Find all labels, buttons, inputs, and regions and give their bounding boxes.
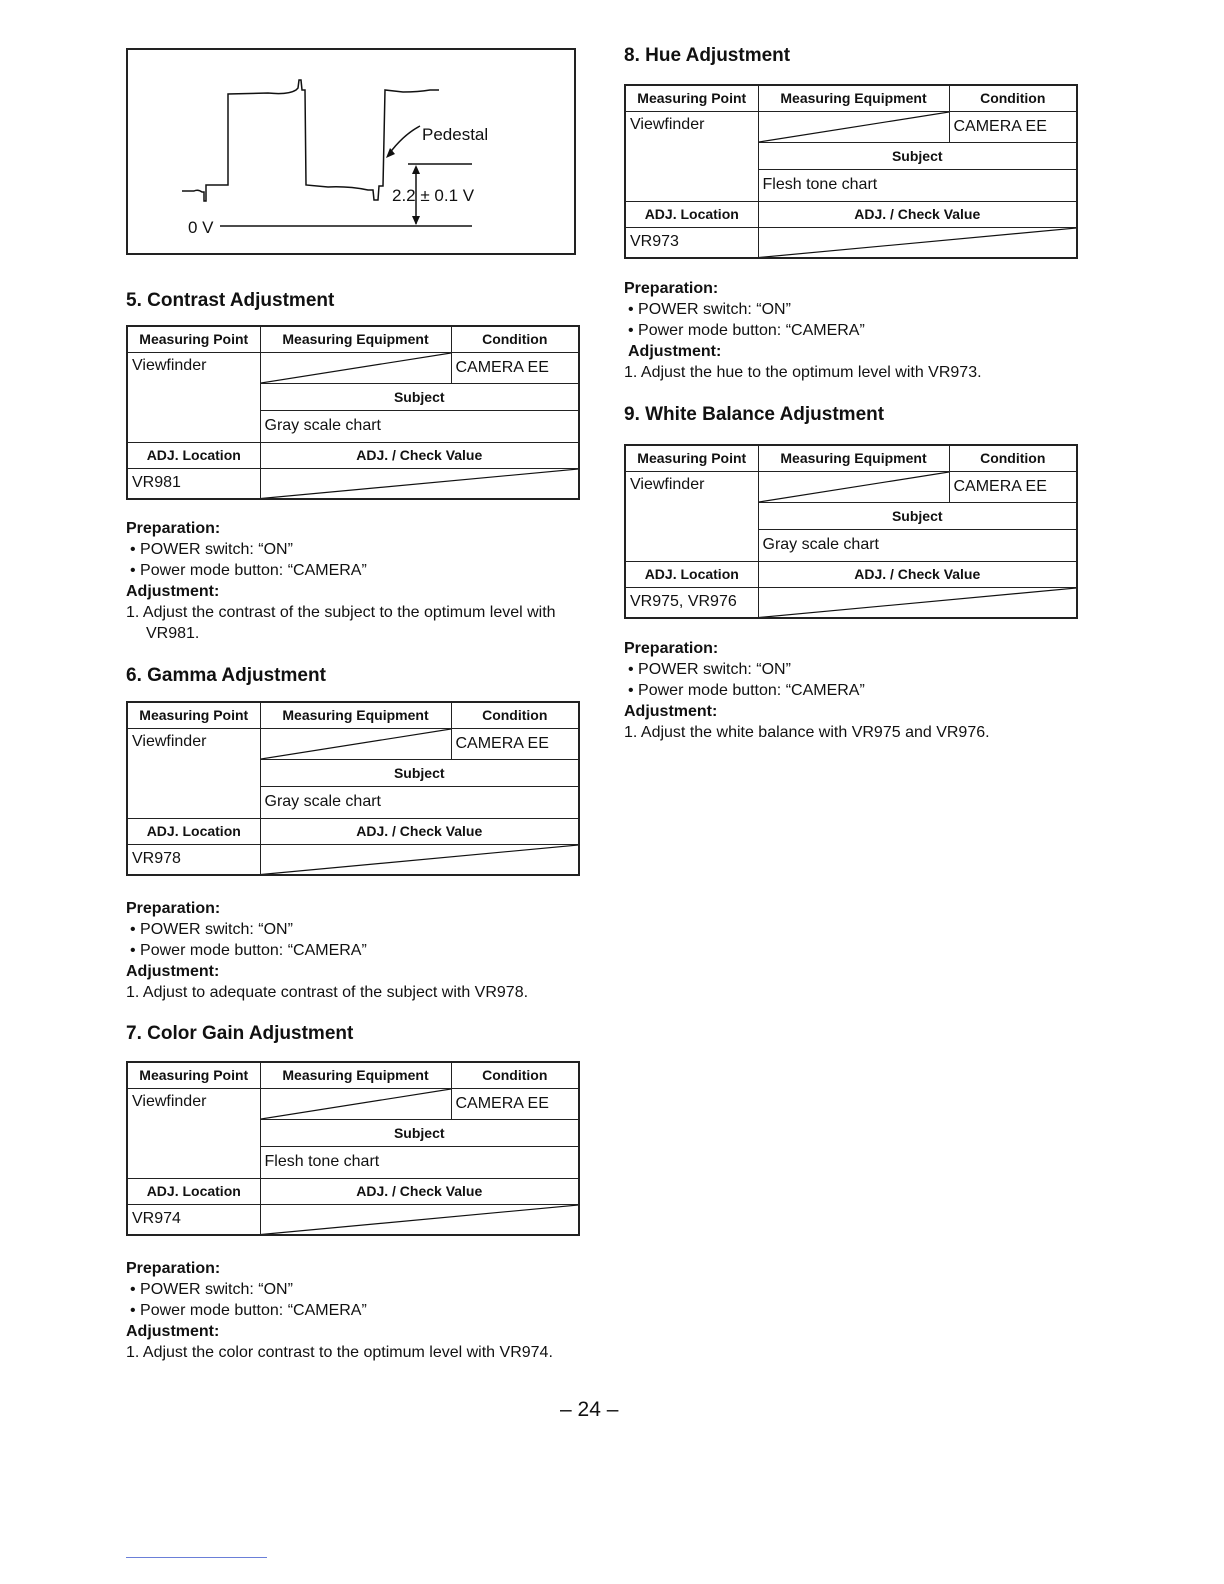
- header-adj-check-value: ADJ. / Check Value: [758, 561, 1077, 587]
- section-title-gamma: 6. Gamma Adjustment: [126, 665, 326, 686]
- section-title-color-gain: 7. Color Gain Adjustment: [126, 1023, 354, 1044]
- header-condition: Condition: [451, 326, 579, 352]
- check-value-na-cell: [758, 587, 1077, 618]
- adj-location-value: VR973: [625, 227, 758, 258]
- header-measuring-point: Measuring Point: [625, 445, 758, 471]
- header-subject: Subject: [758, 142, 1077, 169]
- check-value-na-cell: [260, 844, 579, 875]
- header-condition: Condition: [949, 85, 1077, 111]
- subject-value: Flesh tone chart: [260, 1146, 579, 1178]
- header-measuring-point: Measuring Point: [127, 326, 260, 352]
- header-measuring-equipment: Measuring Equipment: [758, 85, 949, 111]
- adjustment-label: Adjustment:: [126, 963, 220, 980]
- prep-item: • POWER switch: “ON”: [130, 1281, 293, 1298]
- header-adj-location: ADJ. Location: [127, 818, 260, 844]
- section-title-hue: 8. Hue Adjustment: [624, 45, 791, 66]
- adj-location-value: VR975, VR976: [625, 587, 758, 618]
- page-number: – 24 –: [560, 1398, 619, 1421]
- adj-location-value: VR974: [127, 1204, 260, 1235]
- waveform-diagram: [126, 48, 576, 255]
- header-adj-location: ADJ. Location: [625, 201, 758, 227]
- header-condition: Condition: [949, 445, 1077, 471]
- subject-value: Gray scale chart: [758, 529, 1077, 561]
- header-adj-location: ADJ. Location: [625, 561, 758, 587]
- adjustment-label: Adjustment:: [624, 703, 718, 720]
- hue-adjustment-table: [624, 84, 1078, 259]
- hue-instructions: [624, 278, 1076, 383]
- prep-item: • Power mode button: “CAMERA”: [628, 682, 865, 699]
- section-title-white-balance: 9. White Balance Adjustment: [624, 404, 885, 425]
- header-subject: Subject: [260, 1119, 579, 1146]
- header-measuring-equipment: Measuring Equipment: [260, 326, 451, 352]
- contrast-adjustment-table: [126, 325, 580, 500]
- check-value-na-cell: [260, 468, 579, 499]
- adjustment-label: Adjustment:: [628, 343, 722, 360]
- header-adj-check-value: ADJ. / Check Value: [260, 818, 579, 844]
- equipment-na-cell: [260, 352, 451, 383]
- prep-item: • POWER switch: “ON”: [628, 661, 791, 678]
- preparation-label: Preparation:: [126, 520, 221, 537]
- section-title-contrast: 5. Contrast Adjustment: [126, 290, 335, 311]
- condition-value: CAMERA EE: [451, 728, 579, 759]
- measuring-point-value: Viewfinder: [625, 111, 758, 201]
- preparation-label: Preparation:: [624, 280, 719, 297]
- equipment-na-cell: [758, 111, 949, 142]
- prep-item: • Power mode button: “CAMERA”: [130, 942, 367, 959]
- preparation-label: Preparation:: [126, 1260, 221, 1277]
- footer-rule: [126, 1557, 267, 1558]
- header-subject: Subject: [260, 383, 579, 410]
- pedestal-label: Pedestal: [422, 125, 489, 144]
- prep-item: • POWER switch: “ON”: [628, 301, 791, 318]
- condition-value: CAMERA EE: [949, 471, 1077, 502]
- prep-item: • Power mode button: “CAMERA”: [130, 562, 367, 579]
- measuring-point-value: Viewfinder: [127, 728, 260, 818]
- adjustment-label: Adjustment:: [126, 1323, 220, 1340]
- adjustment-label: Adjustment:: [126, 583, 220, 600]
- gamma-instructions: [126, 898, 578, 1003]
- equipment-na-cell: [260, 1088, 451, 1119]
- header-adj-check-value: ADJ. / Check Value: [758, 201, 1077, 227]
- header-measuring-equipment: Measuring Equipment: [758, 445, 949, 471]
- color-gain-adjustment-table: [126, 1061, 580, 1236]
- preparation-label: Preparation:: [624, 640, 719, 657]
- adjustment-step: 1. Adjust the white balance with VR975 and VR976.: [624, 724, 990, 741]
- adjustment-step: 1. Adjust the contrast of the subject to the optimum level with VR981.: [126, 604, 556, 642]
- gamma-adjustment-table: [126, 701, 580, 876]
- header-measuring-point: Measuring Point: [625, 85, 758, 111]
- header-measuring-point: Measuring Point: [127, 1062, 260, 1088]
- prep-item: • POWER switch: “ON”: [130, 921, 293, 938]
- header-measuring-equipment: Measuring Equipment: [260, 1062, 451, 1088]
- header-measuring-equipment: Measuring Equipment: [260, 702, 451, 728]
- measuring-point-value: Viewfinder: [127, 352, 260, 442]
- adjustment-step: 1. Adjust the color contrast to the optimum level with VR974.: [126, 1344, 553, 1361]
- subject-value: Gray scale chart: [260, 786, 579, 818]
- zero-volt-label: 0 V: [188, 218, 214, 237]
- header-subject: Subject: [260, 759, 579, 786]
- prep-item: • POWER switch: “ON”: [130, 541, 293, 558]
- header-adj-location: ADJ. Location: [127, 442, 260, 468]
- equipment-na-cell: [758, 471, 949, 502]
- adjustment-step: 1. Adjust the hue to the optimum level with VR973.: [624, 364, 982, 381]
- prep-item: • Power mode button: “CAMERA”: [130, 1302, 367, 1319]
- adjustment-step: 1. Adjust to adequate contrast of the subject with VR978.: [126, 984, 529, 1001]
- header-adj-check-value: ADJ. / Check Value: [260, 1178, 579, 1204]
- adj-location-value: VR981: [127, 468, 260, 499]
- measuring-point-value: Viewfinder: [625, 471, 758, 561]
- check-value-na-cell: [260, 1204, 579, 1235]
- condition-value: CAMERA EE: [451, 1088, 579, 1119]
- level-label: 2.2 ± 0.1 V: [392, 186, 475, 205]
- subject-value: Flesh tone chart: [758, 169, 1077, 201]
- adj-location-value: VR978: [127, 844, 260, 875]
- white-balance-instructions: [624, 638, 1076, 743]
- header-condition: Condition: [451, 702, 579, 728]
- subject-value: Gray scale chart: [260, 410, 579, 442]
- measuring-point-value: Viewfinder: [127, 1088, 260, 1178]
- color-gain-instructions: [126, 1258, 578, 1363]
- header-adj-location: ADJ. Location: [127, 1178, 260, 1204]
- white-balance-adjustment-table: [624, 444, 1078, 619]
- check-value-na-cell: [758, 227, 1077, 258]
- header-measuring-point: Measuring Point: [127, 702, 260, 728]
- contrast-instructions: [126, 518, 578, 644]
- header-adj-check-value: ADJ. / Check Value: [260, 442, 579, 468]
- condition-value: CAMERA EE: [451, 352, 579, 383]
- condition-value: CAMERA EE: [949, 111, 1077, 142]
- preparation-label: Preparation:: [126, 900, 221, 917]
- header-subject: Subject: [758, 502, 1077, 529]
- header-condition: Condition: [451, 1062, 579, 1088]
- prep-item: • Power mode button: “CAMERA”: [628, 322, 865, 339]
- equipment-na-cell: [260, 728, 451, 759]
